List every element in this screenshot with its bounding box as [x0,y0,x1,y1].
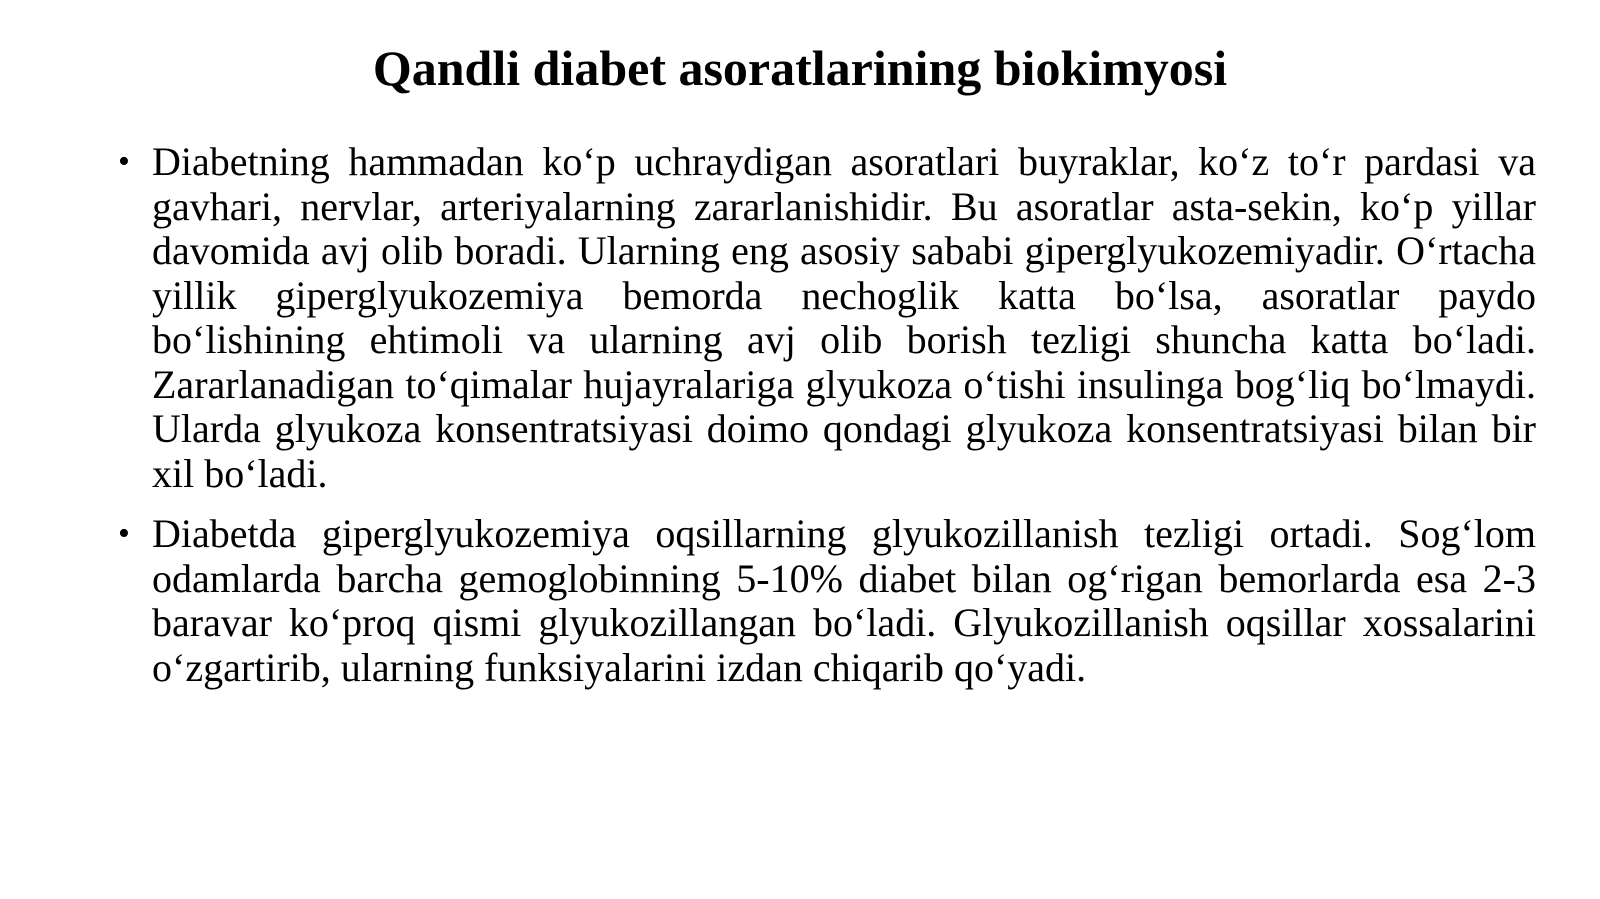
paragraph-text: Diabetda giperglyukozemiya oqsillarning glyukozillanish tezligi ortadi. Sogʻlom odamlarda barcha gemoglobinning 5-10% diabet bilan ogʻrigan bemorlarda esa 2-3 baravar koʻproq qismi glyukozillangan boʻladi. Glyukozillanish oqsillar xossalarini oʻzgartirib, ularning funksiyalarini izdan chiqarib qoʻyadi. [152,511,1536,690]
bullet-icon: • [118,143,130,180]
paragraph-text: Diabetning hammadan koʻp uchraydigan asoratlari buyraklar, koʻz toʻr pardasi va gavhari, nervlar, arteriyalarning zararlanishidir. Bu asoratlar asta-sekin, koʻp yillar davomida avj olib boradi. Ularning eng asosiy sababi giperglyukozemiyadir. Oʻrtacha yillik giperglyukozemiya bemorda nechoglik katta boʻlsa, asoratlar paydo boʻlishining ehtimoli va ularning avj olib borish tezligi shuncha katta boʻladi. Zararlanadigan toʻqimalar hujayralariga glyukoza oʻtishi insulinga bogʻliq boʻlmaydi. Ularda glyukoza konsentratsiyasi doimo qondagi glyukoza konsentratsiyasi bilan bir xil boʻladi. [152,139,1536,496]
bullet-item-1 [118,140,1536,496]
bullet-list [118,140,1536,706]
slide-title: Qandli diabet asoratlarining biokimyosi [372,40,1228,96]
bullet-icon: • [118,515,130,552]
bullet-item-2 [118,512,1536,690]
